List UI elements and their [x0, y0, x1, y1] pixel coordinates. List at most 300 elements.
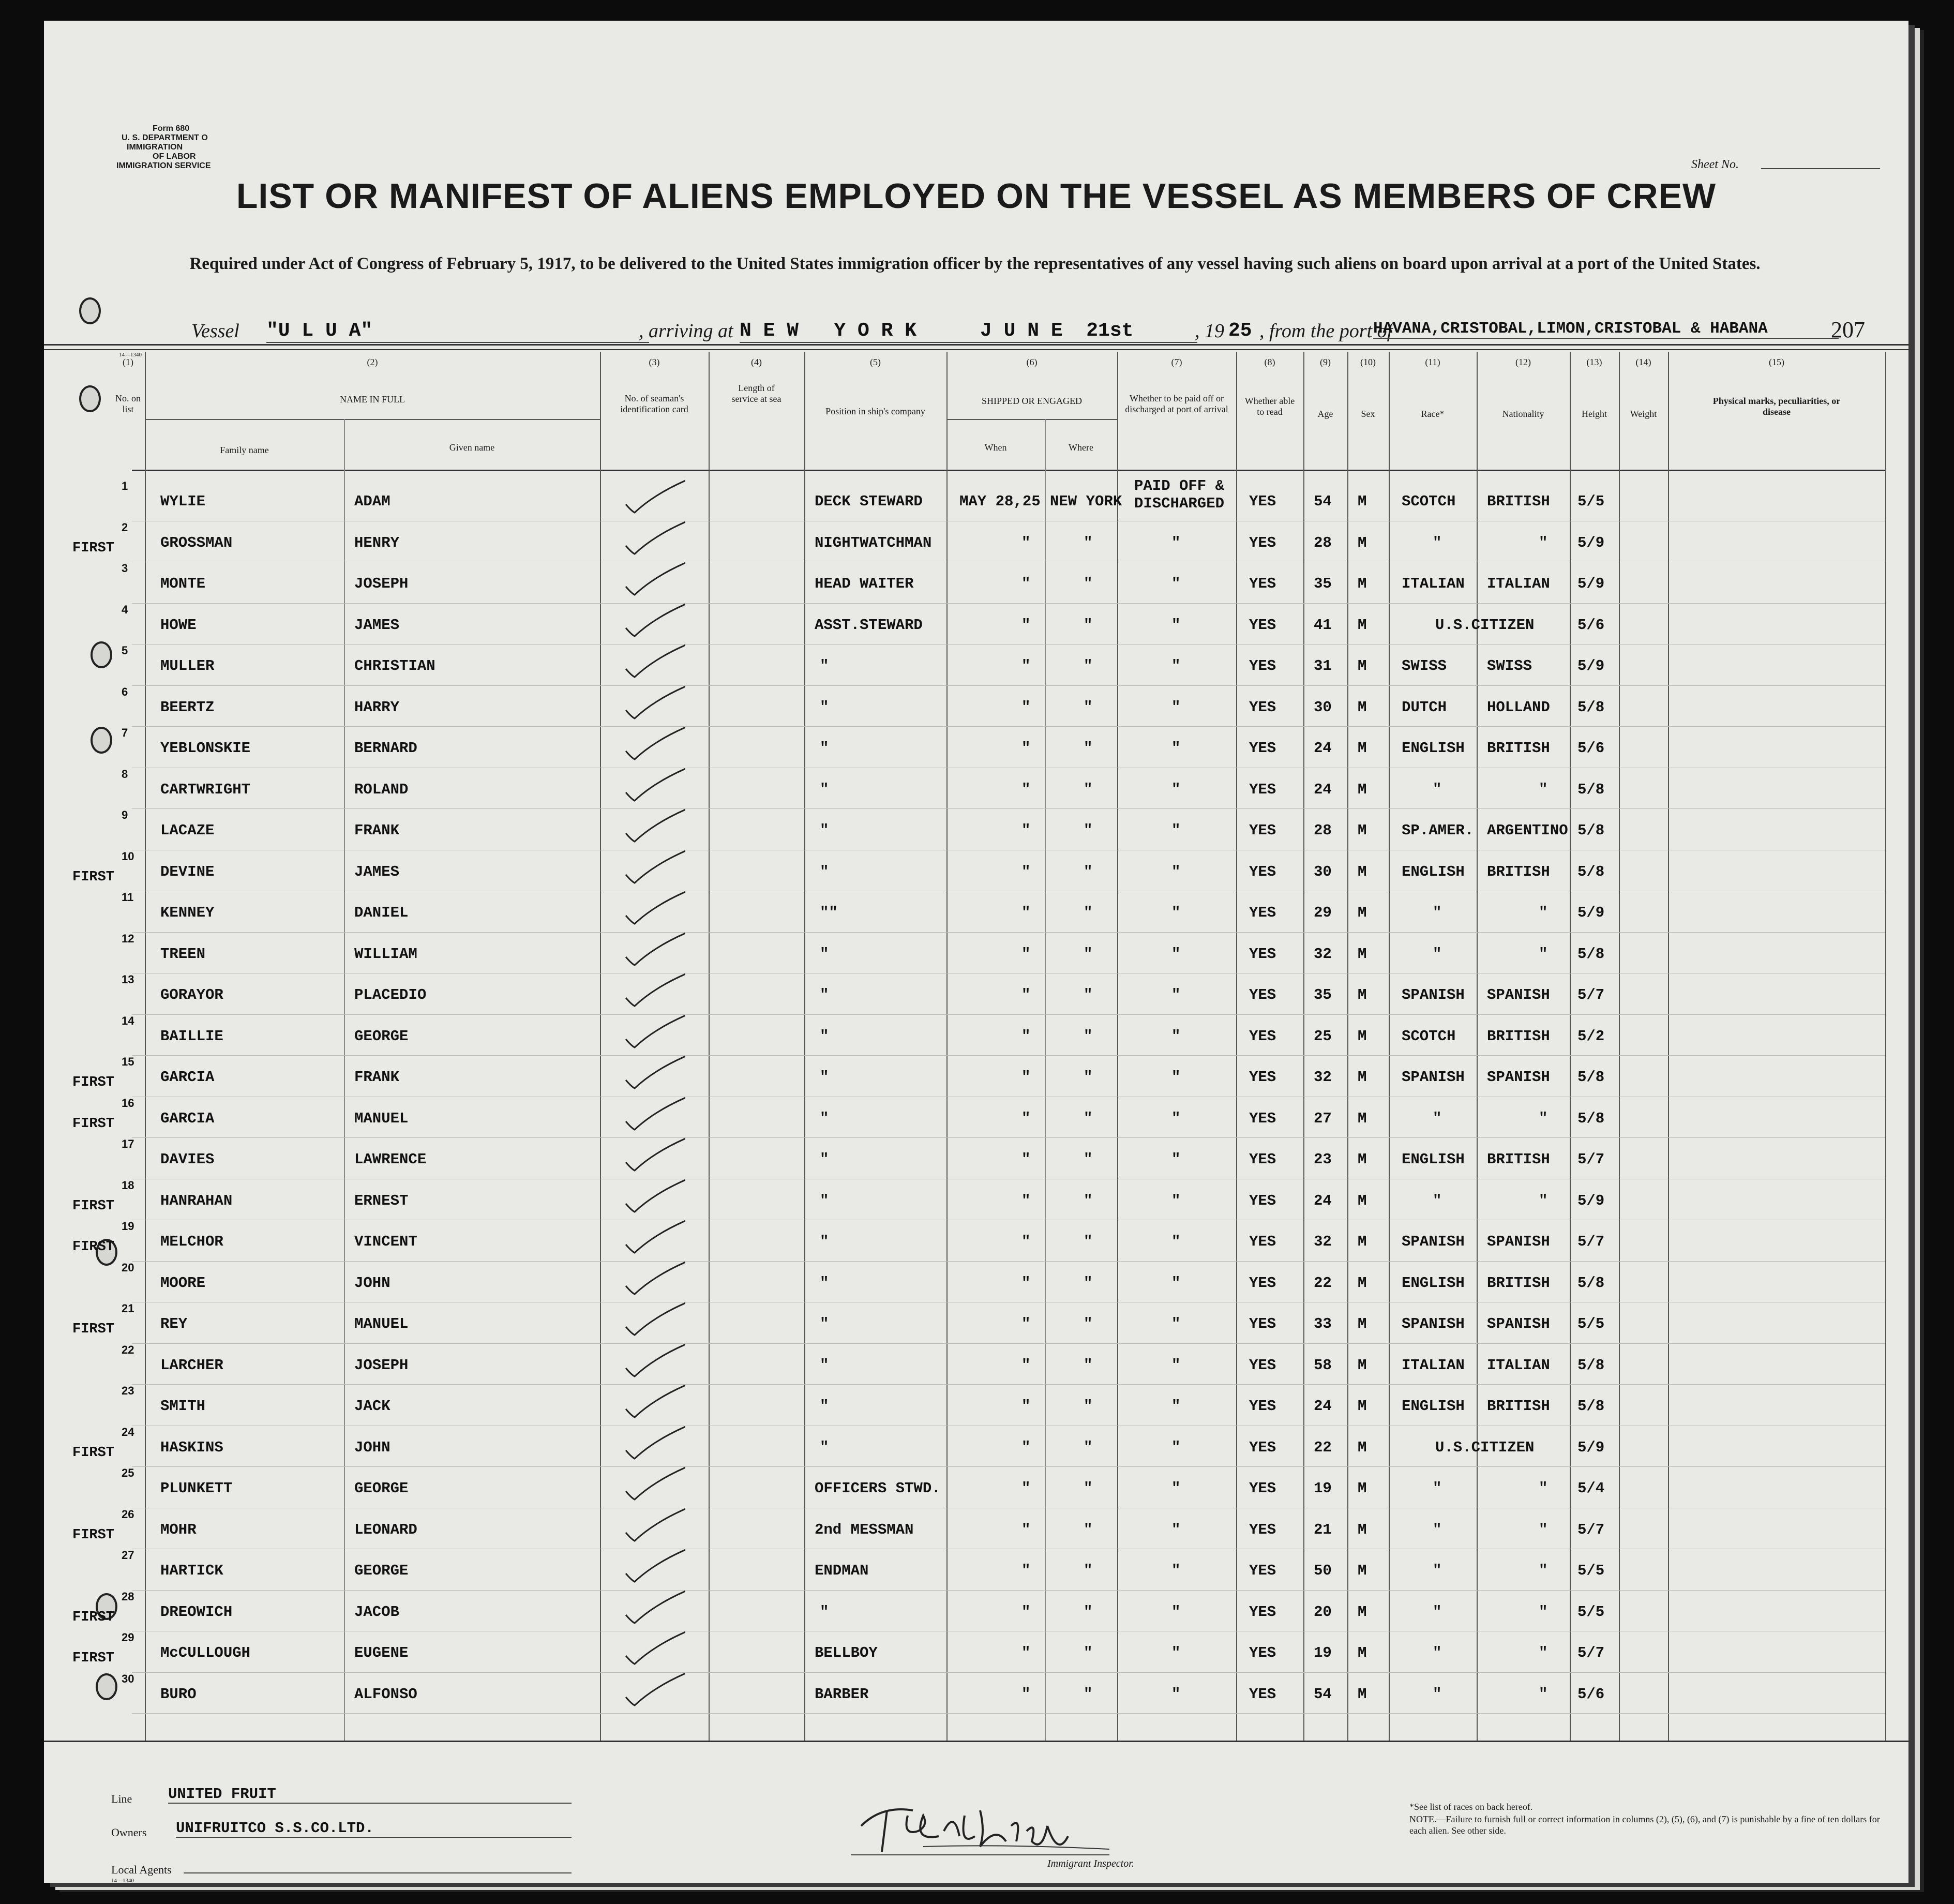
paid-off: " — [1171, 945, 1181, 963]
row-rule — [132, 1466, 1885, 1467]
stamp-line: IMMIGRATION — [127, 143, 183, 152]
sex: M — [1358, 1274, 1367, 1292]
shipped-where: " — [1084, 1562, 1093, 1579]
able-to-read: YES — [1249, 1438, 1276, 1456]
check-mark-icon — [623, 1301, 685, 1342]
shipped-when: " — [1021, 863, 1031, 880]
family-name: GARCIA — [160, 1069, 215, 1086]
punch-hole — [96, 1673, 117, 1700]
check-mark-icon — [623, 1178, 685, 1219]
shipped-when: " — [1021, 904, 1031, 921]
given-name: VINCENT — [354, 1233, 417, 1250]
nationality: SPANISH — [1487, 1315, 1550, 1332]
paid-off: " — [1171, 1356, 1181, 1374]
age: 32 — [1314, 1233, 1332, 1250]
check-mark-icon — [623, 972, 685, 1013]
row-mark: FIRST — [72, 1322, 115, 1337]
able-to-read: YES — [1249, 698, 1276, 716]
paid-off: " — [1171, 863, 1181, 880]
check-mark-icon — [623, 1260, 685, 1301]
row-number: 10 — [122, 849, 134, 863]
able-to-read: YES — [1249, 1480, 1276, 1497]
page-number: 207 — [1831, 317, 1865, 342]
check-mark-icon — [623, 767, 685, 808]
paid-off: " — [1171, 1027, 1181, 1045]
row-number: 27 — [122, 1549, 134, 1562]
race: " — [1433, 1192, 1442, 1209]
given-name: FRANK — [354, 1069, 400, 1086]
race: " — [1433, 1562, 1442, 1579]
given-name: ERNEST — [354, 1192, 409, 1209]
row-number: 6 — [122, 685, 128, 698]
race: SPANISH — [1402, 1069, 1465, 1086]
col-num: (10) — [1360, 357, 1376, 367]
sex: M — [1358, 1027, 1367, 1045]
row-rule — [132, 808, 1885, 809]
race: " — [1433, 781, 1442, 798]
position: ENDMAN — [815, 1562, 869, 1579]
given-name: BERNARD — [354, 740, 417, 757]
paid-off: " — [1171, 1069, 1181, 1086]
nationality: BRITISH — [1487, 863, 1550, 880]
sex: M — [1358, 493, 1367, 510]
able-to-read: YES — [1249, 1315, 1276, 1332]
family-name: DREOWICH — [160, 1603, 233, 1621]
check-mark-icon — [623, 1054, 685, 1096]
paid-off: " — [1171, 534, 1181, 551]
sex: M — [1358, 1685, 1367, 1703]
position: " — [820, 698, 829, 716]
row-rule — [132, 603, 1885, 604]
able-to-read: YES — [1249, 1233, 1276, 1250]
check-mark-icon — [623, 1425, 685, 1466]
race: " — [1433, 945, 1442, 963]
row-number: 12 — [122, 932, 134, 945]
shipped-where: " — [1084, 1521, 1093, 1538]
races-note: *See list of races on back hereof. — [1409, 1802, 1533, 1812]
sex: M — [1358, 1562, 1367, 1579]
check-mark-icon — [623, 807, 685, 849]
position: " — [820, 1069, 829, 1086]
departure-ports: HAVANA,CRISTOBAL,LIMON,CRISTOBAL & HABANA — [1373, 320, 1839, 339]
race: ITALIAN — [1402, 575, 1465, 592]
family-name: DEVINE — [160, 863, 215, 880]
line-label: Line — [111, 1792, 132, 1805]
sex: M — [1358, 1192, 1367, 1209]
row-rule — [132, 932, 1885, 933]
nationality: " — [1539, 534, 1548, 551]
race: SPANISH — [1402, 1233, 1465, 1250]
race: " — [1433, 1110, 1442, 1127]
position: " — [820, 1192, 829, 1209]
sex: M — [1358, 822, 1367, 839]
nationality: " — [1539, 1480, 1548, 1497]
row-number: 5 — [122, 644, 128, 657]
given-name: GEORGE — [354, 1562, 409, 1579]
arriving-port: N E W Y O R K — [740, 320, 983, 343]
given-name: EUGENE — [354, 1644, 409, 1661]
given-name: JOSEPH — [354, 1356, 409, 1374]
shipped-where: " — [1084, 616, 1093, 634]
given-name: JACOB — [354, 1603, 400, 1621]
family-name: CARTWRIGHT — [160, 781, 251, 798]
shipped-when: " — [1021, 1069, 1031, 1086]
race: ITALIAN — [1402, 1356, 1465, 1374]
row-rule — [132, 1590, 1885, 1591]
nationality: BRITISH — [1487, 740, 1550, 757]
row-rule — [132, 1261, 1885, 1262]
shipped-where: " — [1084, 904, 1093, 921]
check-mark-icon — [623, 1548, 685, 1589]
check-mark-icon — [623, 520, 685, 561]
age: 41 — [1314, 616, 1332, 634]
col-num: (15) — [1769, 357, 1784, 367]
given-name: JAMES — [354, 616, 400, 634]
height: 5/8 — [1577, 698, 1605, 716]
race: ENGLISH — [1402, 863, 1465, 880]
row-mark: FIRST — [72, 1609, 115, 1625]
shipped-when: " — [1021, 822, 1031, 839]
from-port-label: , from the port of — [1259, 320, 1393, 342]
age: 29 — [1314, 904, 1332, 921]
sex: M — [1358, 1315, 1367, 1332]
nationality: " — [1539, 1685, 1548, 1703]
height: 5/7 — [1577, 1644, 1605, 1661]
row-mark: FIRST — [72, 1651, 115, 1666]
position: " — [820, 945, 829, 963]
col-num: (6) — [1026, 357, 1038, 367]
family-name: McCULLOUGH — [160, 1644, 251, 1661]
age: 20 — [1314, 1603, 1332, 1621]
shipped-when: " — [1021, 1233, 1031, 1250]
given-name: LAWRENCE — [354, 1151, 427, 1168]
shipped-when: " — [1021, 1151, 1031, 1168]
check-mark-icon — [623, 478, 685, 520]
shipped-where: " — [1084, 986, 1093, 1003]
height: 5/5 — [1577, 1562, 1605, 1579]
able-to-read: YES — [1249, 1151, 1276, 1168]
sex: M — [1358, 1603, 1367, 1621]
able-to-read: YES — [1249, 1274, 1276, 1292]
row-number: 11 — [122, 891, 134, 904]
shipped-when: " — [1021, 657, 1031, 674]
nationality: SPANISH — [1487, 1069, 1550, 1086]
shipped-where: " — [1084, 1192, 1093, 1209]
position: " — [820, 1603, 829, 1621]
position: BARBER — [815, 1685, 869, 1703]
race: ENGLISH — [1402, 1398, 1465, 1415]
check-mark-icon — [623, 1013, 685, 1055]
header-position: Position in ship's company — [825, 406, 925, 416]
height: 5/8 — [1577, 822, 1605, 839]
shipped-when: " — [1021, 1192, 1031, 1209]
punch-hole — [91, 641, 112, 668]
able-to-read: YES — [1249, 1685, 1276, 1703]
inspector-label: Immigrant Inspector. — [1047, 1858, 1134, 1869]
family-name: PLUNKETT — [160, 1480, 233, 1497]
height: 5/5 — [1577, 1315, 1605, 1332]
sex: M — [1358, 904, 1367, 921]
column-divider — [1570, 352, 1571, 1741]
header-shipped: SHIPPED OR ENGAGED — [981, 396, 1082, 406]
column-divider — [600, 352, 601, 1741]
position: NIGHTWATCHMAN — [815, 534, 932, 551]
header-able-read: Whether able to read — [1244, 396, 1295, 417]
height: 5/6 — [1577, 740, 1605, 757]
header-family-name: Family name — [220, 445, 269, 455]
race: ENGLISH — [1402, 1151, 1465, 1168]
position: " — [820, 657, 829, 674]
age: 32 — [1314, 1069, 1332, 1086]
able-to-read: YES — [1249, 822, 1276, 839]
nationality: " — [1539, 904, 1548, 921]
given-name: GEORGE — [354, 1027, 409, 1045]
nationality: SPANISH — [1487, 1233, 1550, 1250]
column-divider — [1885, 352, 1886, 1741]
page-title: LIST OR MANIFEST OF ALIENS EMPLOYED ON THE VESSEL AS MEMBERS OF CREW — [236, 176, 1717, 216]
race: SPANISH — [1402, 986, 1465, 1003]
height: 5/8 — [1577, 1069, 1605, 1086]
stamp-line: U. S. DEPARTMENT O — [122, 133, 208, 142]
race: " — [1433, 1603, 1442, 1621]
able-to-read: YES — [1249, 534, 1276, 551]
sex: M — [1358, 1438, 1367, 1456]
shipped-where: " — [1084, 1438, 1093, 1456]
able-to-read: YES — [1249, 1192, 1276, 1209]
sex: M — [1358, 986, 1367, 1003]
sex: M — [1358, 698, 1367, 716]
row-mark: FIRST — [72, 1198, 115, 1214]
col-num: (7) — [1171, 357, 1182, 367]
vessel-label: Vessel — [191, 320, 239, 342]
nationality: ARGENTINO — [1487, 822, 1568, 839]
paid-off: " — [1171, 1233, 1181, 1250]
given-name: GEORGE — [354, 1480, 409, 1497]
column-divider — [946, 352, 948, 1741]
owners-label: Owners — [111, 1826, 147, 1839]
sex: M — [1358, 575, 1367, 592]
position: OFFICERS STWD. — [815, 1480, 941, 1497]
position: DECK STEWARD — [815, 493, 923, 510]
position: " — [820, 1110, 829, 1127]
col-num: (9) — [1320, 357, 1331, 367]
able-to-read: YES — [1249, 945, 1276, 963]
position: " — [820, 863, 829, 880]
sex: M — [1358, 616, 1367, 634]
column-divider — [145, 352, 146, 1741]
age: 19 — [1314, 1644, 1332, 1661]
height: 5/9 — [1577, 904, 1605, 921]
race: " — [1433, 534, 1442, 551]
height: 5/8 — [1577, 1398, 1605, 1415]
height: 5/7 — [1577, 1521, 1605, 1538]
height: 5/7 — [1577, 1233, 1605, 1250]
arriving-label: , arriving at — [639, 320, 733, 342]
nationality: " — [1539, 1562, 1548, 1579]
height: 5/8 — [1577, 1356, 1605, 1374]
nationality: " — [1539, 781, 1548, 798]
nationality: " — [1539, 1603, 1548, 1621]
table-bottom-rule — [44, 1741, 1908, 1742]
paid-off: " — [1171, 986, 1181, 1003]
height: 5/8 — [1577, 1274, 1605, 1292]
age: 24 — [1314, 781, 1332, 798]
form-stamp — [106, 124, 211, 171]
given-name: LEONARD — [354, 1521, 417, 1538]
column-divider — [1389, 352, 1390, 1741]
family-name: GORAYOR — [160, 986, 223, 1003]
shipped-where: " — [1084, 657, 1093, 674]
height: 5/6 — [1577, 1685, 1605, 1703]
table-top-rule — [44, 349, 1908, 350]
header-nationality: Nationality — [1502, 409, 1544, 419]
row-number: 1 — [122, 479, 128, 492]
age: 30 — [1314, 698, 1332, 716]
height: 5/8 — [1577, 945, 1605, 963]
able-to-read: YES — [1249, 493, 1276, 510]
column-divider — [1477, 352, 1478, 1741]
given-name: FRANK — [354, 822, 400, 839]
shipped-where: " — [1084, 1315, 1093, 1332]
race: " — [1433, 1644, 1442, 1661]
shipped-when: " — [1021, 1315, 1031, 1332]
family-name: GARCIA — [160, 1110, 215, 1127]
row-rule — [132, 1055, 1885, 1056]
race: " — [1433, 1685, 1442, 1703]
sex: M — [1358, 1069, 1367, 1086]
check-mark-icon — [623, 849, 685, 890]
shipped-where: " — [1084, 1069, 1093, 1086]
nationality: " — [1539, 1192, 1548, 1209]
age: 33 — [1314, 1315, 1332, 1332]
shipped-where: " — [1084, 1274, 1093, 1292]
position: 2nd MESSMAN — [815, 1521, 914, 1538]
given-name: MANUEL — [354, 1315, 409, 1332]
paid-off: " — [1171, 904, 1181, 921]
family-name: MELCHOR — [160, 1233, 223, 1250]
line-value: UNITED FRUIT — [168, 1786, 572, 1804]
col-num: (5) — [870, 357, 881, 367]
shipped-where: " — [1084, 863, 1093, 880]
height: 5/8 — [1577, 863, 1605, 880]
row-mark: FIRST — [72, 1239, 115, 1255]
col-num: (8) — [1264, 357, 1275, 367]
inspector-line — [851, 1854, 1109, 1855]
sex: M — [1358, 1356, 1367, 1374]
height: 5/9 — [1577, 657, 1605, 674]
age: 32 — [1314, 945, 1332, 963]
row-number: 20 — [122, 1261, 134, 1274]
position: " — [820, 1438, 829, 1456]
nationality: SPANISH — [1487, 986, 1550, 1003]
column-divider — [344, 419, 345, 1741]
position: ASST.STEWARD — [815, 616, 923, 634]
owners-value: UNIFRUITCO S.S.CO.LTD. — [176, 1820, 572, 1838]
given-name: JOHN — [354, 1274, 390, 1292]
row-number: 23 — [122, 1384, 134, 1397]
position: " — [820, 1151, 829, 1168]
nationality: BRITISH — [1487, 1274, 1550, 1292]
shipped-when: MAY 28,25 — [959, 493, 1041, 510]
able-to-read: YES — [1249, 1069, 1276, 1086]
shipped-where: " — [1084, 1644, 1093, 1661]
given-name: DANIEL — [354, 904, 409, 921]
form-code: 14—1340 — [119, 352, 142, 358]
row-rule — [132, 1672, 1885, 1673]
nationality: ITALIAN — [1487, 575, 1550, 592]
race: U.S.CITIZEN — [1435, 616, 1535, 634]
height: 5/7 — [1577, 986, 1605, 1003]
paid-off: " — [1171, 575, 1181, 592]
paid-off: " — [1171, 1644, 1181, 1661]
sheet-number-label: Sheet No. — [1691, 158, 1739, 171]
inspector-signature — [851, 1795, 1140, 1862]
paid-off: " — [1171, 657, 1181, 674]
age: 58 — [1314, 1356, 1332, 1374]
shipped-when: " — [1021, 534, 1031, 551]
age: 21 — [1314, 1521, 1332, 1538]
family-name: MOHR — [160, 1521, 197, 1538]
family-name: BURO — [160, 1685, 197, 1703]
age: 19 — [1314, 1480, 1332, 1497]
penalty-note: NOTE.—Failure to furnish full or correct information in columns (2), (5), (6), and (7) is punishable by a fine of ten dollars for each alien. See other side. — [1409, 1814, 1880, 1836]
family-name: BEERTZ — [160, 698, 215, 716]
header-age: Age — [1317, 409, 1333, 419]
shipped-when: " — [1021, 740, 1031, 757]
check-mark-icon — [623, 1630, 685, 1671]
race: SCOTCH — [1402, 493, 1456, 510]
col-num: (4) — [751, 357, 762, 367]
shipped-where: " — [1084, 1027, 1093, 1045]
row-number: 14 — [122, 1014, 134, 1027]
row-number: 30 — [122, 1672, 134, 1685]
family-name: LARCHER — [160, 1356, 223, 1374]
shipped-where: " — [1084, 1356, 1093, 1374]
sex: M — [1358, 1521, 1367, 1538]
able-to-read: YES — [1249, 1356, 1276, 1374]
age: 54 — [1314, 1685, 1332, 1703]
height: 5/6 — [1577, 616, 1605, 634]
shipped-when: " — [1021, 1685, 1031, 1703]
name-subheader-rule — [145, 419, 600, 420]
row-number: 29 — [122, 1631, 134, 1644]
check-mark-icon — [623, 1383, 685, 1425]
paid-off: " — [1171, 1315, 1181, 1332]
row-number: 17 — [122, 1137, 134, 1150]
shipped-where: " — [1084, 575, 1093, 592]
able-to-read: YES — [1249, 740, 1276, 757]
sex: M — [1358, 1644, 1367, 1661]
sex: M — [1358, 781, 1367, 798]
check-mark-icon — [623, 1342, 685, 1384]
height: 5/9 — [1577, 534, 1605, 551]
paid-off: " — [1171, 1562, 1181, 1579]
age: 30 — [1314, 863, 1332, 880]
position: " — [820, 1315, 829, 1332]
row-number: 8 — [122, 767, 128, 781]
age: 50 — [1314, 1562, 1332, 1579]
family-name: MULLER — [160, 657, 215, 674]
shipped-when: " — [1021, 1644, 1031, 1661]
shipped-when: " — [1021, 1356, 1031, 1374]
paid-off: " — [1171, 1480, 1181, 1497]
given-name: ROLAND — [354, 781, 409, 798]
punch-hole — [91, 727, 112, 754]
shipped-when: " — [1021, 1480, 1031, 1497]
able-to-read: YES — [1249, 1110, 1276, 1127]
header-sex: Sex — [1361, 409, 1375, 419]
header-bottom-rule — [132, 470, 1885, 471]
